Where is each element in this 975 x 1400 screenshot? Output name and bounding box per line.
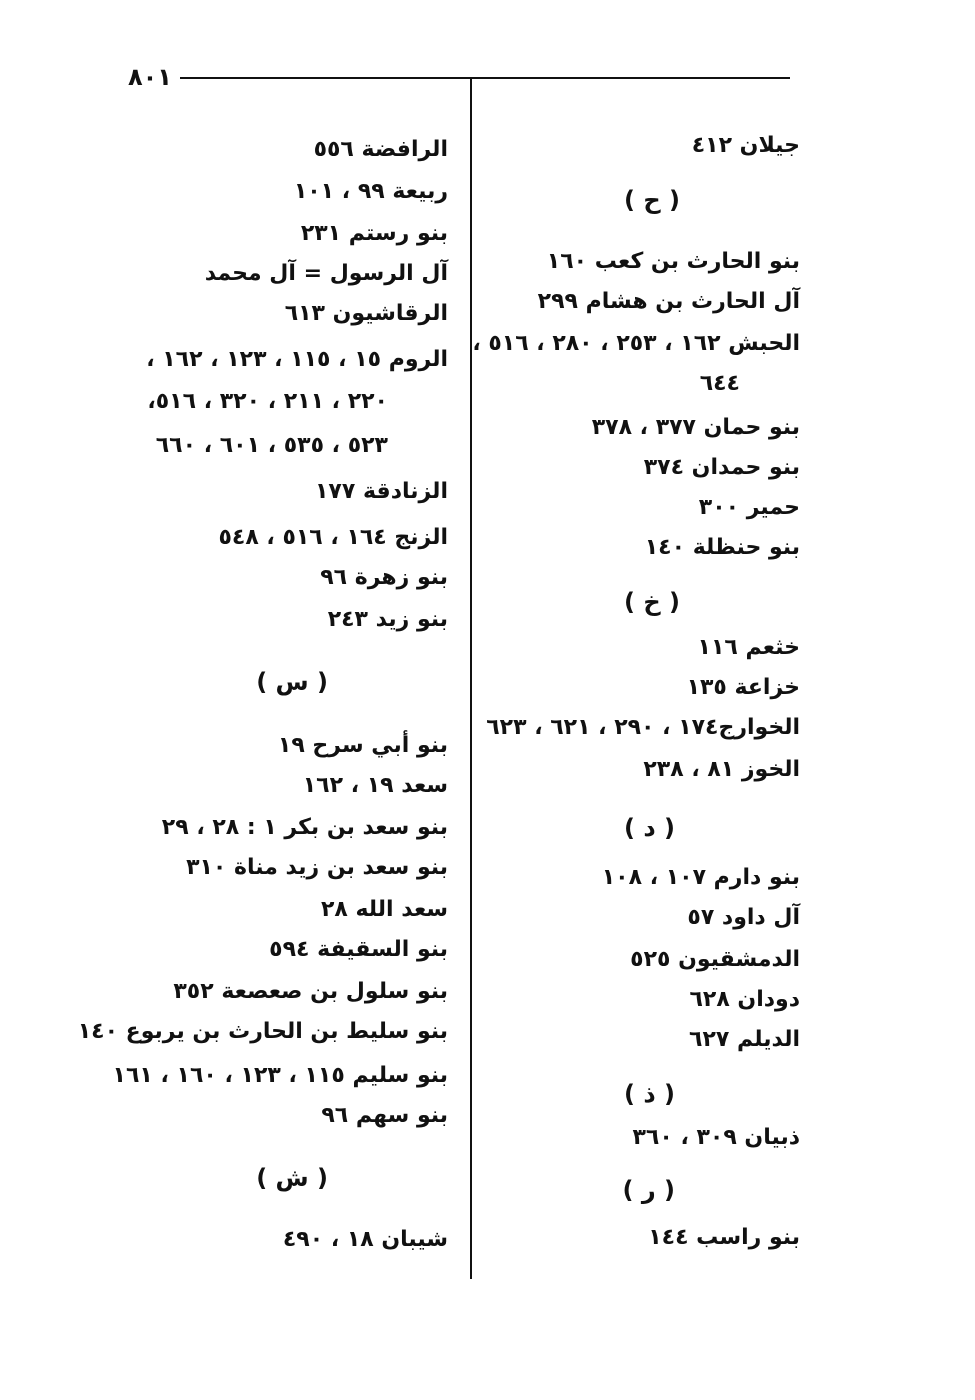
index-entry: الدمشقيون ٥٢٥: [630, 947, 800, 972]
section-heading: ( س ): [256, 668, 328, 696]
index-entry: آل داود ٥٧: [687, 905, 800, 930]
index-entry: جيلان ٤١٢: [691, 133, 800, 158]
section-heading: ( خ ): [624, 588, 680, 616]
index-entry: الروم ١٥ ، ١١٥ ، ١٢٣ ، ١٦٢ ،: [146, 347, 448, 372]
index-entry-continuation: ٢٢٠ ، ٢١١ ، ٣٢٠ ، ٥١٦،: [147, 389, 388, 414]
index-entry: آل الرسول = آل محمد: [204, 261, 448, 286]
section-heading: ( د ): [624, 814, 675, 842]
page-number: ٨٠١: [128, 63, 172, 91]
index-entry: بنو الحارث بن كعب ١٦٠: [546, 249, 800, 274]
index-entry: خزاعة ١٣٥: [686, 675, 800, 700]
index-entry: بنو سليط بن الحارث بن يربوع ١٤٠: [77, 1019, 448, 1044]
top-rule: [180, 77, 790, 79]
index-entry: الرقاشيون ٦١٣: [284, 301, 448, 326]
index-entry: الخوز ٨١ ، ٢٣٨: [643, 757, 800, 782]
index-entry: بنو رستم ٢٣١: [300, 221, 448, 246]
index-entry: دودان ٦٢٨: [689, 987, 800, 1012]
index-entry: الحبش ١٦٢ ، ٢٥٣ ، ٢٨٠ ، ٥١٦ ،: [472, 331, 800, 356]
index-entry: الزنج ١٦٤ ، ٥١٦ ، ٥٤٨: [218, 525, 448, 550]
index-entry: بنو زهرة ٩٦: [320, 565, 448, 590]
index-entry: بنو زيد ٢٤٣: [327, 607, 448, 632]
index-entry: بنو سعد بن زيد مناة ٣١٠: [186, 855, 448, 880]
section-heading: ( ذ ): [624, 1080, 675, 1108]
section-heading: ( ر ): [622, 1176, 675, 1204]
index-entry: سعد ١٩ ، ١٦٢: [302, 773, 448, 798]
index-entry: الرافضة ٥٥٦: [313, 137, 448, 162]
index-entry: سعد الله ٢٨: [320, 897, 448, 922]
index-entry: بنو سهم ٩٦: [321, 1103, 448, 1128]
index-entry: بنو حمدان ٣٧٤: [643, 455, 800, 480]
section-heading: ( ح ): [624, 186, 680, 214]
index-entry: بنو حنظلة ١٤٠: [644, 535, 800, 560]
index-entry: بنو راسب ١٤٤: [648, 1225, 800, 1250]
index-entry: بنو سعد بن بكر ١ : ٢٨ ، ٢٩: [161, 815, 448, 840]
index-entry: بنو سليم ١١٥ ، ١٢٣ ، ١٦٠ ، ١٦١: [112, 1063, 448, 1088]
index-entry: الديلم ٦٢٧: [689, 1027, 800, 1052]
column-divider: [470, 79, 472, 1279]
index-entry: بنو حمان ٣٧٧ ، ٣٧٨: [591, 415, 800, 440]
index-entry: حمير ٣٠٠: [698, 495, 800, 520]
index-entry-continuation: ٦٤٤: [699, 371, 740, 396]
index-entry: آل الحارث بن هشام ٢٩٩: [537, 289, 800, 314]
index-entry: ربيعة ٩٩ ، ١٠١: [293, 179, 448, 204]
index-entry: خثعم ١١٦: [697, 635, 800, 660]
index-entry: بنو أبي سرح ١٩: [277, 733, 448, 758]
index-entry: ذبيان ٣٠٩ ، ٣٦٠: [632, 1125, 800, 1150]
index-entry: بنو سلول بن صعصعة ٣٥٢: [173, 979, 448, 1004]
index-entry: شيبان ١٨ ، ٤٩٠: [282, 1227, 448, 1252]
index-entry: بنو دارم ١٠٧ ، ١٠٨: [601, 865, 800, 890]
index-entry: الزنادقة ١٧٧: [314, 479, 448, 504]
index-entry: بنو السقيفة ٥٩٤: [269, 937, 448, 962]
index-entry-continuation: ٥٢٣ ، ٥٣٥ ، ٦٠١ ، ٦٦٠: [155, 433, 388, 458]
section-heading: ( ش ): [256, 1164, 328, 1192]
index-entry: الخوارج١٧٤ ، ٢٩٠ ، ٦٢١ ، ٦٢٣: [486, 715, 800, 740]
